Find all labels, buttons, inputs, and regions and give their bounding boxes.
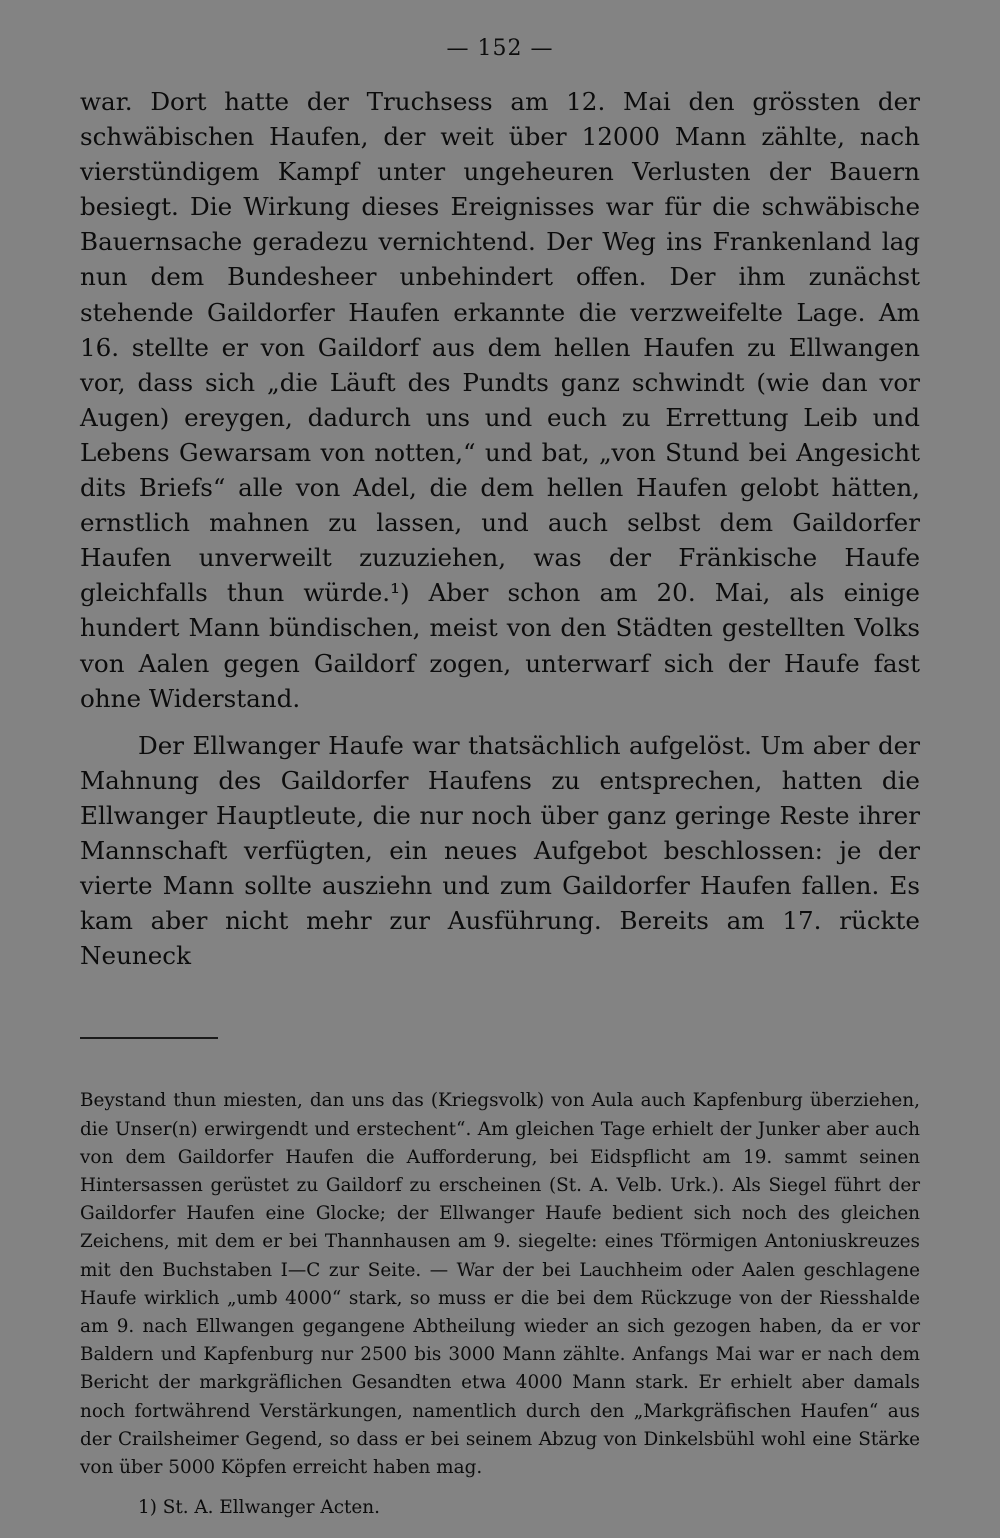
footnote-divider bbox=[80, 1037, 218, 1039]
book-page bbox=[80, 30, 920, 1522]
page-number: — 152 — bbox=[446, 36, 554, 61]
footnote-continuation bbox=[80, 1087, 920, 1482]
paragraph: Der Ellwanger Haufe war thatsächlich aufgelöst. Um aber der Mahnung des Gaildorfer Haufens zu entsprechen, hatten die Ellwanger Hauptleute, die nur noch über ganz geringe Reste ihrer Mannschaft verfügten, ein neues Aufgebot beschlossen: je der vierte Mann sollte ausziehn und zum Gaildorfer Haufen fallen. Es kam aber nicht mehr zur Ausführung. Bereits am 17. rückte Neuneck bbox=[80, 730, 920, 971]
footnote-1: 1) St. A. Ellwanger Acten. bbox=[138, 1497, 380, 1519]
footnote-paragraph: Beystand thun miesten, dan uns das (Kriegsvolk) von Aula auch Kapfenburg überziehen, die Unser(n) erwirgendt und erstechent“. Am gleichen Tage erhielt der Junker aber auch von dem Gaildorfer Haufen die Aufforderung, bei Eidspflicht am 19. sammt seinen Hintersassen gerüstet zu Gaildorf zu erscheinen (St. A. Velb. Urk.). Als Siegel führt der Gaildorfer Haufen eine Glocke; der Ellwanger Haufe bedient sich noch des gleichen Zeichens, mit dem er bei Thannhausen am 9. siegelte: eines Tförmigen Antoniuskreuzes mit den Buchstaben I—C zur Seite. — War der bei Lauchheim oder Aalen geschlagene Haufe wirklich „umb 4000“ stark, so muss er die bei dem Rückzuge von der Riesshalde am 9. nach Ellwangen gegangene Abtheilung wieder an sich gezogen haben, da er vor Baldern und Kapfenburg nur 2500 bis 3000 Mann zählte. Anfangs Mai war er nach dem Bericht der markgräflichen Gesandten etwa 4000 Mann stark. Er erhielt aber damals noch fortwährend Verstärkungen, namentlich durch den „Markgräfischen Haufen“ aus der Crailsheimer Gegend, so dass er bei seinem Abzug von Dinkelsbühl wohl eine Stärke von über 5000 Köpfen erreicht haben mag. bbox=[80, 1090, 920, 1478]
main-text bbox=[80, 84, 920, 973]
paragraph: war. Dort hatte der Truchsess am 12. Mai den grössten der schwäbischen Haufen, der weit über 12000 Mann zählte, nach vierstündigem Kampf unter ungeheuren Verlusten der Bauern besiegt. Die Wirkung dieses Ereignisses war für die schwäbische Bauernsache geradezu vernichtend. Der Weg ins Frankenland lag nun dem Bundesheer unbehindert offen. Der ihm zunächst stehende Gaildorfer Haufen erkannte die verzweifelte Lage. Am 16. stellte er von Gaildorf aus dem hellen Haufen zu Ellwangen vor, dass sich „die Läuft des Pundts ganz schwindt (wie dan vor Augen) ereygen, dadurch uns und euch zu Errettung Leib und Lebens Gewarsam von notten,“ und bat, „von Stund bei Angesicht dits Briefs“ alle von Adel, die dem hellen Haufen gelobt hätten, ernstlich mahnen zu lassen, und auch selbst dem Gaildorfer Haufen unverweilt zuzuziehen, was der Fränkische Haufe gleichfalls thun würde.¹) Aber schon am 20. Mai, als einige hundert Mann bündischen, meist von den Städten gestellten Volks von Aalen gegen Gaildorf zogen, unterwarf sich der Haufe fast ohne Widerstand. bbox=[80, 87, 920, 713]
